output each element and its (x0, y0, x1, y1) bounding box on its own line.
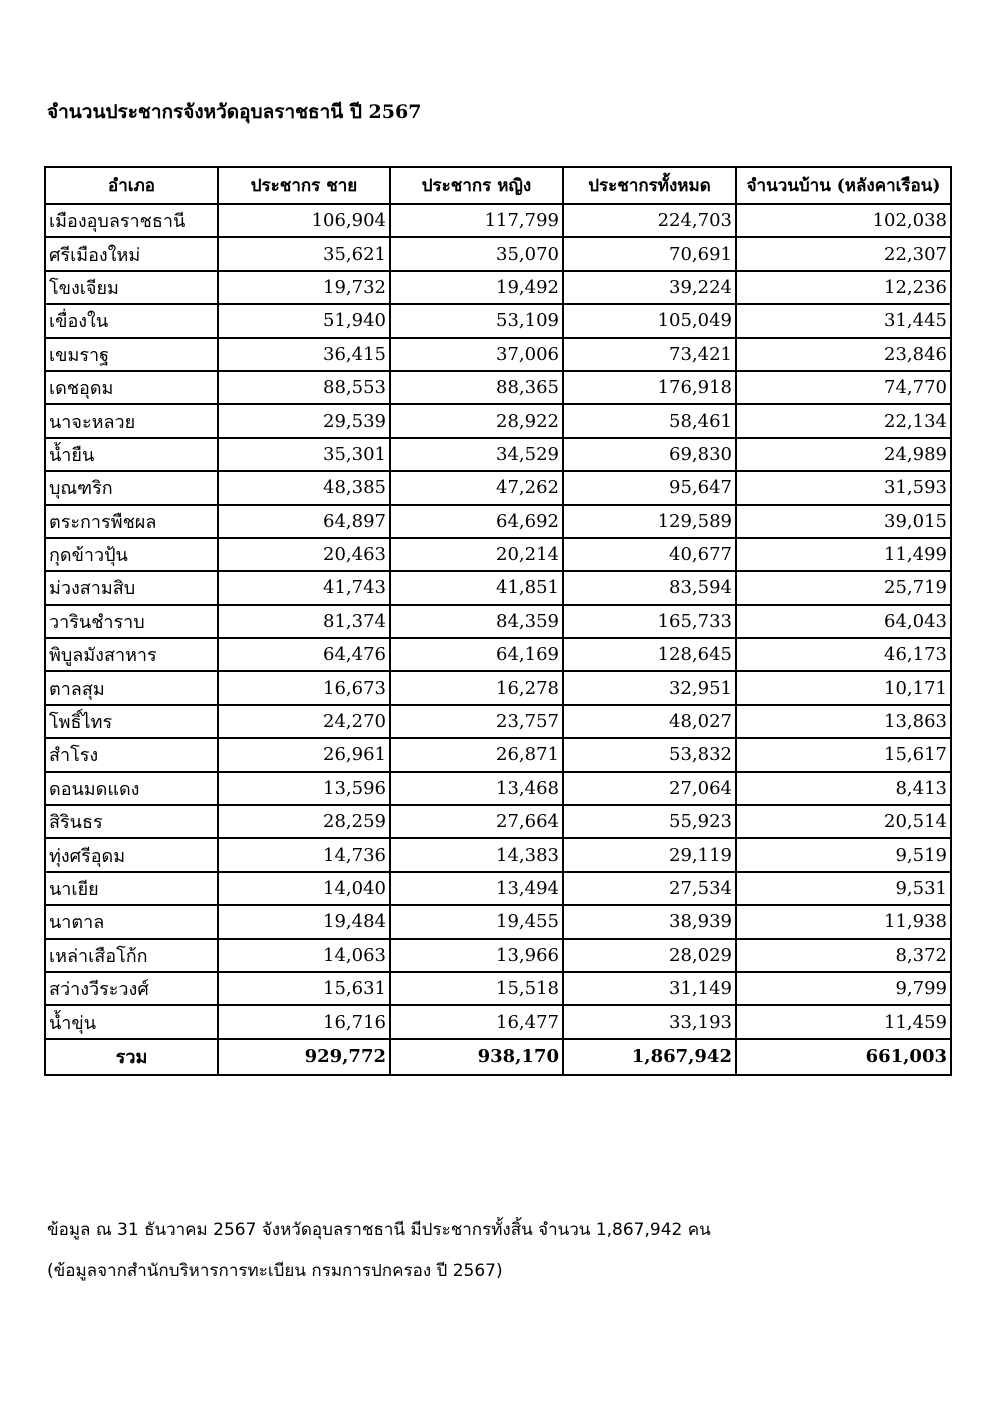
total-female-cell: 938,170 (390, 1039, 563, 1075)
district-cell: เขื่องใน (45, 304, 218, 337)
total-cell: 128,645 (563, 638, 736, 671)
table-row (45, 538, 951, 571)
female-cell: 53,109 (390, 304, 563, 337)
district-cell: นาตาล (45, 905, 218, 938)
male-cell: 14,736 (218, 838, 390, 871)
households-cell: 31,445 (736, 304, 951, 337)
households-cell: 102,038 (736, 204, 951, 237)
male-cell: 35,301 (218, 438, 390, 471)
female-cell: 28,922 (390, 404, 563, 437)
district-cell: เดชอุดม (45, 371, 218, 404)
table-row (45, 304, 951, 337)
table-row (45, 271, 951, 304)
female-cell: 19,455 (390, 905, 563, 938)
total-cell: 39,224 (563, 271, 736, 304)
total-cell: 27,534 (563, 872, 736, 905)
population-table (44, 166, 952, 1076)
male-cell: 14,040 (218, 872, 390, 905)
female-cell: 13,468 (390, 772, 563, 805)
table-row (45, 671, 951, 704)
households-cell: 31,593 (736, 471, 951, 504)
female-cell: 16,477 (390, 1005, 563, 1038)
households-cell: 15,617 (736, 738, 951, 771)
table-row (45, 805, 951, 838)
households-cell: 9,531 (736, 872, 951, 905)
male-cell: 81,374 (218, 605, 390, 638)
male-cell: 29,539 (218, 404, 390, 437)
total-row (45, 1039, 951, 1075)
female-cell: 16,278 (390, 671, 563, 704)
households-cell: 8,413 (736, 772, 951, 805)
header-total: ประชากรทั้งหมด (563, 167, 736, 204)
households-cell: 11,459 (736, 1005, 951, 1038)
households-cell: 8,372 (736, 939, 951, 972)
male-cell: 16,673 (218, 671, 390, 704)
table-row (45, 1005, 951, 1038)
district-cell: เหล่าเสือโก้ก (45, 939, 218, 972)
households-cell: 12,236 (736, 271, 951, 304)
households-cell: 11,499 (736, 538, 951, 571)
female-cell: 15,518 (390, 972, 563, 1005)
male-cell: 28,259 (218, 805, 390, 838)
district-cell: วารินชำราบ (45, 605, 218, 638)
header-households: จำนวนบ้าน (หลังคาเรือน) (736, 167, 951, 204)
households-cell: 9,519 (736, 838, 951, 871)
male-cell: 15,631 (218, 972, 390, 1005)
female-cell: 34,529 (390, 438, 563, 471)
households-cell: 13,863 (736, 705, 951, 738)
female-cell: 13,966 (390, 939, 563, 972)
district-cell: สิรินธร (45, 805, 218, 838)
table-row (45, 404, 951, 437)
table-row (45, 471, 951, 504)
female-cell: 23,757 (390, 705, 563, 738)
total-cell: 73,421 (563, 338, 736, 371)
district-cell: โพธิ์ไทร (45, 705, 218, 738)
district-cell: เขมราฐ (45, 338, 218, 371)
total-cell: 69,830 (563, 438, 736, 471)
male-cell: 64,476 (218, 638, 390, 671)
male-cell: 24,270 (218, 705, 390, 738)
female-cell: 84,359 (390, 605, 563, 638)
female-cell: 37,006 (390, 338, 563, 371)
district-cell: ทุ่งศรีอุดม (45, 838, 218, 871)
table-row (45, 237, 951, 270)
header-female: ประชากร หญิง (390, 167, 563, 204)
table-row (45, 905, 951, 938)
table-body (45, 204, 951, 1075)
total-cell: 40,677 (563, 538, 736, 571)
district-cell: น้ำขุ่น (45, 1005, 218, 1038)
male-cell: 19,484 (218, 905, 390, 938)
male-cell: 16,716 (218, 1005, 390, 1038)
district-cell: ดอนมดแดง (45, 772, 218, 805)
table-row (45, 371, 951, 404)
total-cell: 70,691 (563, 237, 736, 270)
table-row (45, 772, 951, 805)
table-row (45, 838, 951, 871)
header-district: อำเภอ (45, 167, 218, 204)
district-cell: นาจะหลวย (45, 404, 218, 437)
district-cell: ตาลสุม (45, 671, 218, 704)
district-cell: นาเยีย (45, 872, 218, 905)
district-cell: บุณฑริก (45, 471, 218, 504)
male-cell: 35,621 (218, 237, 390, 270)
total-cell: 38,939 (563, 905, 736, 938)
female-cell: 64,692 (390, 505, 563, 538)
female-cell: 19,492 (390, 271, 563, 304)
table-row (45, 438, 951, 471)
male-cell: 26,961 (218, 738, 390, 771)
households-cell: 22,307 (736, 237, 951, 270)
male-cell: 106,904 (218, 204, 390, 237)
table-row (45, 872, 951, 905)
female-cell: 27,664 (390, 805, 563, 838)
total-cell: 29,119 (563, 838, 736, 871)
male-cell: 51,940 (218, 304, 390, 337)
table-row (45, 939, 951, 972)
district-cell: พิบูลมังสาหาร (45, 638, 218, 671)
male-cell: 14,063 (218, 939, 390, 972)
district-cell: สำโรง (45, 738, 218, 771)
table-row (45, 505, 951, 538)
male-cell: 13,596 (218, 772, 390, 805)
district-cell: ตระการพืชผล (45, 505, 218, 538)
total-total-cell: 1,867,942 (563, 1039, 736, 1075)
households-cell: 11,938 (736, 905, 951, 938)
households-cell: 46,173 (736, 638, 951, 671)
table-header-row (45, 167, 951, 204)
total-cell: 33,193 (563, 1005, 736, 1038)
female-cell: 117,799 (390, 204, 563, 237)
total-cell: 48,027 (563, 705, 736, 738)
total-cell: 95,647 (563, 471, 736, 504)
total-households-cell: 661,003 (736, 1039, 951, 1075)
female-cell: 13,494 (390, 872, 563, 905)
table-row (45, 705, 951, 738)
households-cell: 74,770 (736, 371, 951, 404)
total-male-cell: 929,772 (218, 1039, 390, 1075)
households-cell: 10,171 (736, 671, 951, 704)
table-row (45, 204, 951, 237)
district-cell: ม่วงสามสิบ (45, 571, 218, 604)
female-cell: 64,169 (390, 638, 563, 671)
male-cell: 19,732 (218, 271, 390, 304)
page-title: จำนวนประชากรจังหวัดอุบลราชธานี ปี 2567 (47, 101, 422, 123)
district-cell: เมืองอุบลราชธานี (45, 204, 218, 237)
total-cell: 224,703 (563, 204, 736, 237)
female-cell: 88,365 (390, 371, 563, 404)
female-cell: 35,070 (390, 237, 563, 270)
female-cell: 26,871 (390, 738, 563, 771)
table-row (45, 571, 951, 604)
female-cell: 14,383 (390, 838, 563, 871)
households-cell: 39,015 (736, 505, 951, 538)
total-cell: 53,832 (563, 738, 736, 771)
male-cell: 36,415 (218, 338, 390, 371)
district-cell: น้ำยืน (45, 438, 218, 471)
total-cell: 129,589 (563, 505, 736, 538)
total-cell: 176,918 (563, 371, 736, 404)
district-cell: โขงเจียม (45, 271, 218, 304)
male-cell: 48,385 (218, 471, 390, 504)
households-cell: 64,043 (736, 605, 951, 638)
households-cell: 23,846 (736, 338, 951, 371)
note-summary: ข้อมูล ณ 31 ธันวาคม 2567 จังหวัดอุบลราชธานี มีประชากรทั้งสิ้น จำนวน 1,867,942 คน (47, 1220, 711, 1240)
male-cell: 88,553 (218, 371, 390, 404)
total-cell: 27,064 (563, 772, 736, 805)
header-male: ประชากร ชาย (218, 167, 390, 204)
households-cell: 24,989 (736, 438, 951, 471)
total-cell: 105,049 (563, 304, 736, 337)
total-cell: 58,461 (563, 404, 736, 437)
table-row (45, 638, 951, 671)
female-cell: 47,262 (390, 471, 563, 504)
table-row (45, 338, 951, 371)
district-cell: ศรีเมืองใหม่ (45, 237, 218, 270)
table-row (45, 738, 951, 771)
male-cell: 64,897 (218, 505, 390, 538)
total-cell: 32,951 (563, 671, 736, 704)
table-row (45, 605, 951, 638)
households-cell: 9,799 (736, 972, 951, 1005)
district-cell: สว่างวีระวงศ์ (45, 972, 218, 1005)
district-cell: กุดข้าวปุ้น (45, 538, 218, 571)
households-cell: 22,134 (736, 404, 951, 437)
table-row (45, 972, 951, 1005)
female-cell: 41,851 (390, 571, 563, 604)
total-label: รวม (45, 1039, 218, 1075)
households-cell: 20,514 (736, 805, 951, 838)
total-cell: 28,029 (563, 939, 736, 972)
note-source: (ข้อมูลจากสำนักบริหารการทะเบียน กรมการปกครอง ปี 2567) (47, 1261, 503, 1281)
total-cell: 55,923 (563, 805, 736, 838)
total-cell: 165,733 (563, 605, 736, 638)
male-cell: 41,743 (218, 571, 390, 604)
total-cell: 31,149 (563, 972, 736, 1005)
male-cell: 20,463 (218, 538, 390, 571)
total-cell: 83,594 (563, 571, 736, 604)
households-cell: 25,719 (736, 571, 951, 604)
female-cell: 20,214 (390, 538, 563, 571)
